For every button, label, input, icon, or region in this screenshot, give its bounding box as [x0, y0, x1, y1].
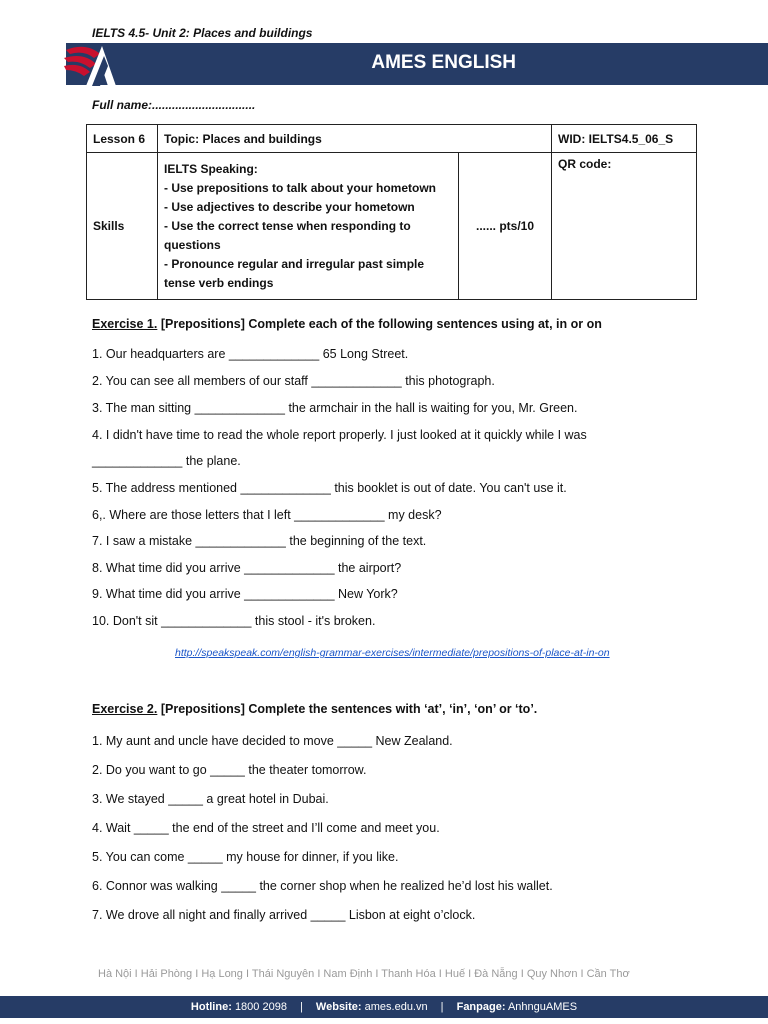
exercise-1-question: 9. What time did you arrive _____________ New York? [92, 587, 398, 601]
branch-cities: Hà Nội I Hải Phòng I Hạ Long I Thái Nguyên I Nam Định I Thanh Hóa I Huế I Đà Nẵng I Quy Nhơn I Cần Thơ [98, 968, 630, 980]
exercise-2-heading [92, 702, 537, 716]
website-link[interactable]: ames.edu.vn [364, 1001, 428, 1013]
skill-item: - Use prepositions to talk about your hometown [164, 180, 437, 195]
exercise-1-question: 10. Don't sit _____________ this stool - it's broken. [92, 614, 376, 628]
footer-separator: | [300, 1001, 303, 1013]
exercise-1-question: 4. I didn't have time to read the whole report properly. I just looked at it quickly while I was [92, 428, 587, 442]
exercise-1-question: 3. The man sitting _____________ the armchair in the hall is waiting for you, Mr. Green. [92, 401, 578, 415]
exercise-1-question: 7. I saw a mistake _____________ the beginning of the text. [92, 534, 427, 548]
skills-label: Skills [87, 153, 158, 300]
wid-cell: WID: IELTS4.5_06_S [552, 125, 697, 153]
exercise-2-question: 7. We drove all night and finally arrived _____ Lisbon at eight o’clock. [92, 908, 476, 922]
fanpage-link[interactable]: AnhnguAMES [507, 1001, 578, 1013]
lesson-info-table [86, 124, 697, 300]
exercise-2-question: 2. Do you want to go _____ the theater tomorrow. [92, 763, 367, 777]
exercise-1-question: 2. You can see all members of our staff _____________ this photograph. [92, 374, 495, 388]
exercise-1-question: 1. Our headquarters are _____________ 65 Long Street. [92, 347, 409, 361]
exercise-1-question: 6,. Where are those letters that I left _____________ my desk? [92, 508, 442, 522]
exercise-2-question: 4. Wait _____ the end of the street and I’ll come and meet you. [92, 821, 440, 835]
website-label: Website: [315, 1001, 362, 1013]
exercise-1-question: _____________ the plane. [92, 454, 241, 468]
skill-item: - Pronounce regular and irregular past simple tense verb endings [164, 256, 425, 290]
lesson-cell: Lesson 6 [87, 125, 158, 153]
exercise-2-question: 3. We stayed _____ a great hotel in Dubai. [92, 792, 329, 806]
exercise-1-heading [92, 317, 602, 331]
footer-bar [0, 996, 768, 1018]
skill-item: - Use the correct tense when responding to questions [164, 218, 411, 252]
exercise-2-question: 1. My aunt and uncle have decided to move _____ New Zealand. [92, 734, 453, 748]
exercise-2-instruction: [Prepositions] Complete the sentences with ‘at’, ‘in’, ‘on’ or ‘to’. [160, 702, 538, 716]
exercise-1-question: 5. The address mentioned _____________ this booklet is out of date. You can't use it. [92, 481, 567, 495]
hotline-label: Hotline: [190, 1001, 232, 1013]
document-title: IELTS 4.5- Unit 2: Places and buildings [92, 26, 313, 40]
brand-banner [66, 43, 768, 85]
skills-description [158, 153, 459, 300]
topic-cell: Topic: Places and buildings [158, 125, 552, 153]
exercise-1-question: 8. What time did you arrive _____________ the airport? [92, 561, 402, 575]
exercise-2-label: Exercise 2. [92, 702, 158, 716]
hotline-number: 1800 2098 [234, 1001, 287, 1013]
skill-item: - Use adjectives to describe your hometown [164, 199, 415, 214]
brand-name: AMES ENGLISH [371, 52, 516, 73]
exercise-1-instruction: [Prepositions] Complete each of the following sentences using at, in or on [160, 317, 602, 331]
footer-separator: | [440, 1001, 444, 1013]
points-cell: ...... pts/10 [459, 153, 552, 300]
fanpage-label: Fanpage: [456, 1001, 506, 1013]
exercise-2-question: 5. You can come _____ my house for dinner, if you like. [92, 850, 399, 864]
qr-code-cell: QR code: [552, 153, 697, 300]
skills-title: IELTS Speaking: [164, 161, 258, 176]
exercise-1-label: Exercise 1. [92, 317, 158, 331]
full-name-field: Full name:............................... [92, 98, 256, 112]
exercise-2-question: 6. Connor was walking _____ the corner shop when he realized he’d lost his wallet. [92, 879, 553, 893]
ames-logo-icon [56, 40, 116, 90]
source-link[interactable]: http://speakspeak.com/english-grammar-exercises/intermediate/prepositions-of-place-at-in-on [175, 647, 610, 659]
